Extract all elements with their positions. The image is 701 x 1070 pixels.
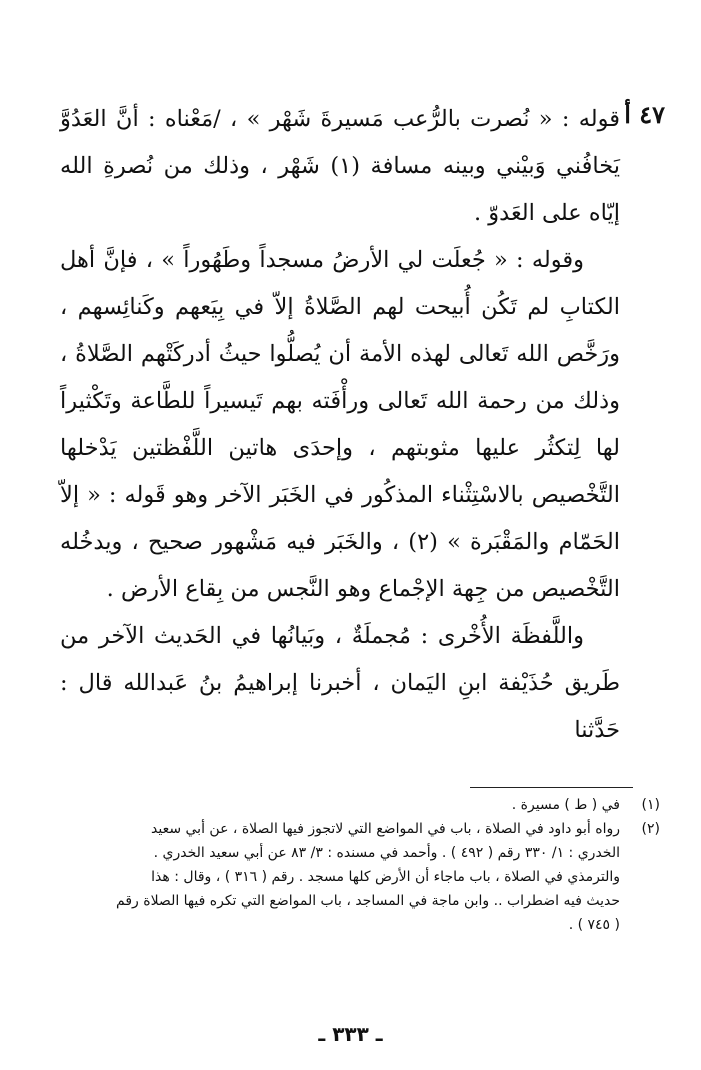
footnote-number: (٢) (641, 821, 660, 837)
folio-marker: ٤٧ أ (624, 100, 665, 129)
footnote-line: في ( ط ) مسيرة . (511, 797, 620, 813)
footnote-text (60, 817, 620, 937)
footnote-line: الخدري : ١/ ٣٣٠ رقم ( ٤٩٢ ) . وأحمد في مسنده : ٣/ ٨٣ عن أبي سعيد الخدري . (153, 845, 620, 861)
footnote-line: حديث فيه اضطراب .. وابن ماجة في المساجد ، باب المواضع التي تكره فيها الصلاة رقم (116, 893, 620, 909)
footnote-text (60, 793, 620, 817)
paragraph: وقوله : « جُعلَت لي الأرضُ مسجداً وطَهُوراً » ، فإنَّ أهل الكتابِ لم تَكُن أُبيحت لهم الصَّلاةُ إلاّ في بِيَعهم وكَنائِسهم ، ورَخَّص الله تَعالى لهذه الأمة أن يُصلُّوا حيثُ أدركَتْهم الصَّلاةُ ، وذلك من رحمة الله تَعالى ورأْفَته بهم تَيسيراً للطَّاعة وتَكْثيراً لها لِتكثُر عليها مثوبتهم ، وإحدَى هاتين اللَّفْظتين يَدْخلها التَّخْصيص بالاسْتِثْناء المذكُور في الخَبَر الآخر وهو قَوله : « إلاّ الحَمّام والمَقْبَرة » (٢) ، والخَبَر فيه مَشْهور صحيح ، ويدخُله التَّخْصيص من جِهة الإجْماع وهو النَّجس من بِقاع الأرض . (60, 247, 620, 602)
footnotes (60, 793, 660, 937)
footnote-line: والترمذي في الصلاة ، باب ماجاء أن الأرض كلها مسجد . رقم ( ٣١٦ ) ، وقال : هذا (151, 869, 620, 885)
footnote-number: (١) (641, 797, 660, 813)
paragraph: قوله : « نُصرت بالرُّعب مَسيرةَ شَهْر » ، /مَعْناه : أنَّ العَدُوَّ يَخافُني وَبيْني وبينه مسافة (١) شَهْر ، وذلك من نُصرةِ الله إيّاه على العَدوّ . (60, 106, 620, 226)
footnote-divider (470, 787, 633, 788)
footnote-line: ( ٧٤٥ ) . (568, 917, 620, 933)
page-number: ـ ٣٣٣ ـ (318, 1022, 383, 1046)
footnote-line: رواه أبو داود في الصلاة ، باب في المواضع التي لاتجوز فيها الصلاة ، عن أبي سعيد (151, 821, 620, 837)
main-text (60, 96, 620, 754)
paragraph: واللَّفظَة الأُخْرى : مُجملَةٌ ، وبَيانُها في الحَديث الآخر من طَريق حُذَيْفة ابنِ اليَمان ، أخبرنا إبراهيمُ بنُ عَبدالله قال : حَدَّثنا (60, 623, 620, 743)
footnote (60, 793, 660, 817)
footnote (60, 817, 660, 937)
